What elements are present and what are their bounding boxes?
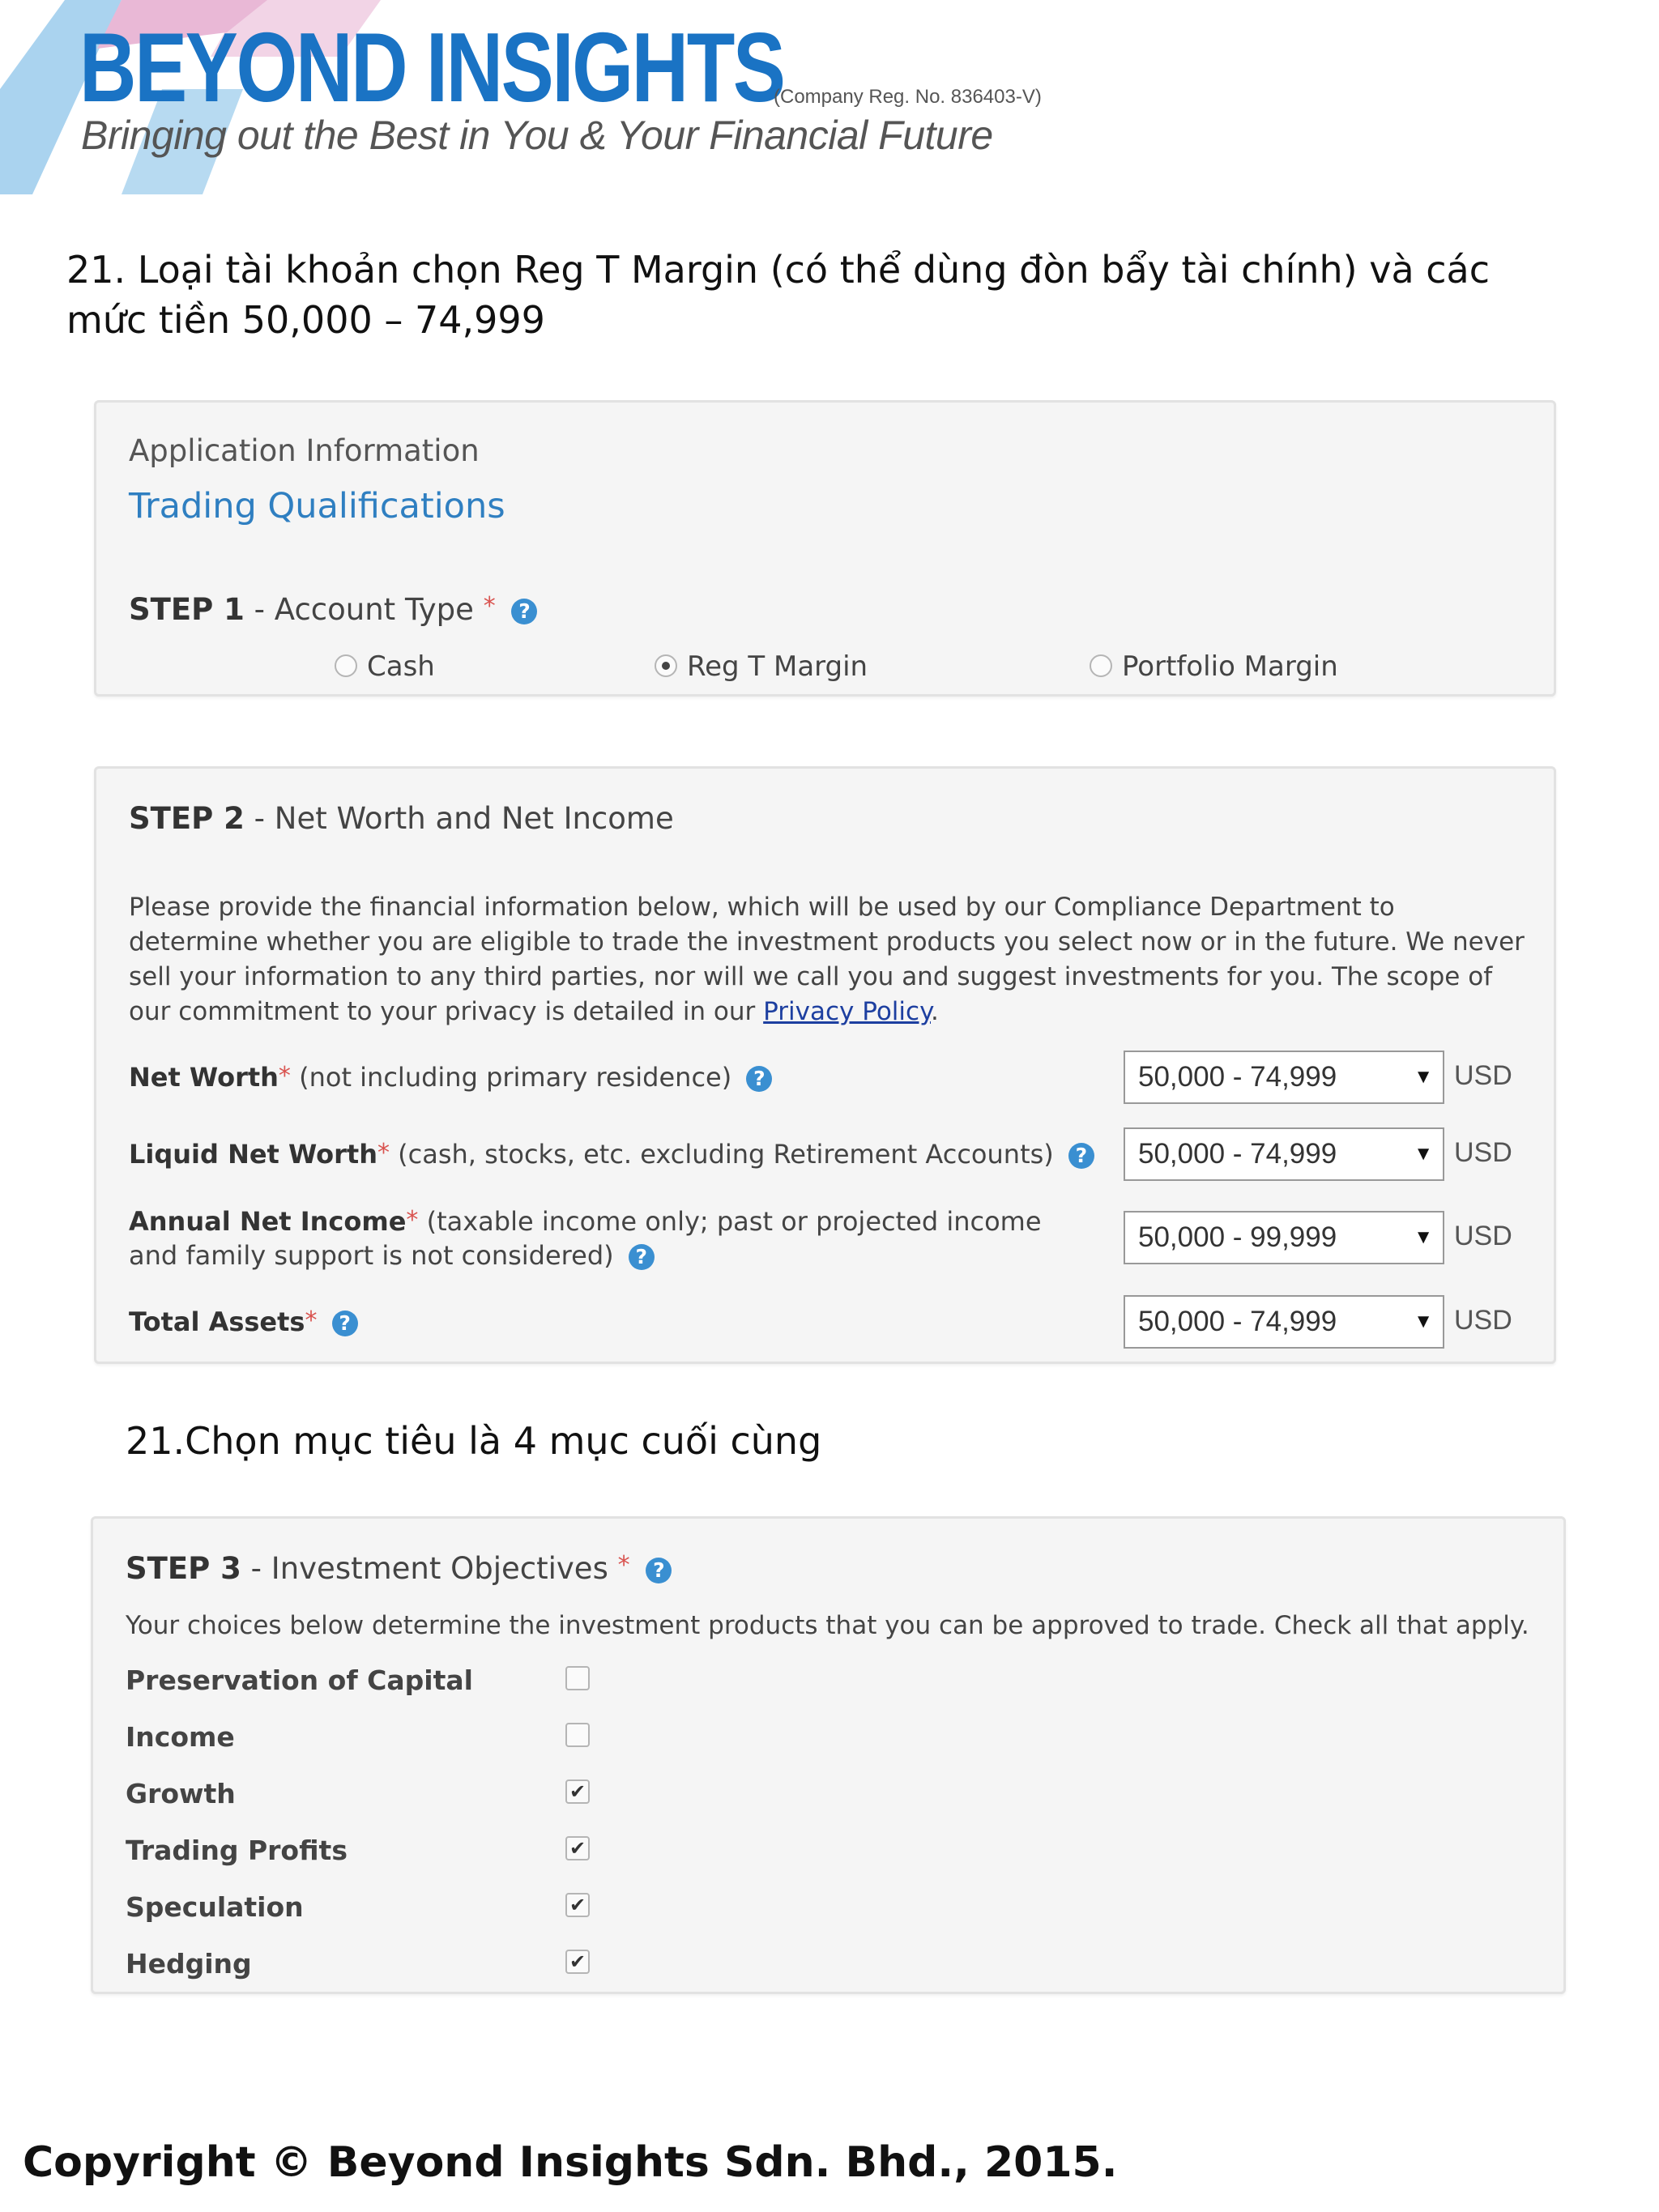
dropdown-arrow-icon: ▼ [1414, 1066, 1433, 1088]
net-worth-label-row [129, 1062, 772, 1093]
field-note: (taxable income only; past or projected income [426, 1206, 1042, 1237]
required-marker: * [406, 1206, 419, 1234]
select-value: 50,000 - 99,999 [1138, 1221, 1337, 1253]
annual-net-income-note-row [129, 1240, 655, 1271]
step1-label: STEP 1 [129, 592, 245, 627]
instruction-objectives: 21.Chọn mục tiêu là 4 mục cuối cùng [126, 1419, 822, 1463]
step2-title: Net Worth and Net Income [274, 801, 674, 836]
step-separator: - [254, 592, 275, 627]
section-heading: Application Information [129, 433, 480, 468]
net-worth-select[interactable] [1124, 1051, 1444, 1104]
liquid-net-worth-label-row [129, 1139, 1094, 1170]
account-type-panel [94, 400, 1556, 697]
checkmark-icon: ✔ [569, 1950, 586, 1973]
checkmark-icon: ✔ [569, 1837, 586, 1860]
step3-heading [126, 1551, 672, 1586]
field-label: Net Worth [129, 1062, 279, 1093]
step3-label: STEP 3 [126, 1551, 241, 1586]
dropdown-arrow-icon: ▼ [1414, 1226, 1433, 1248]
objective-checkbox-growth[interactable] [565, 1779, 590, 1804]
radio-label: Cash [367, 650, 435, 683]
select-value: 50,000 - 74,999 [1138, 1306, 1337, 1337]
instruction-account-type: 21. Loại tài khoản chọn Reg T Margin (có thể dùng đòn bẩy tài chính) và các mức tiền 50,000 – 74,999 [66, 248, 1491, 342]
required-marker: * [377, 1139, 390, 1167]
radio-option-portfolio-margin[interactable] [1090, 650, 1338, 683]
currency-label: USD [1454, 1221, 1512, 1251]
help-icon[interactable]: ? [1068, 1143, 1094, 1169]
step3-title: Investment Objectives [271, 1551, 608, 1586]
step-separator: - [254, 801, 275, 836]
financial-info-description [129, 890, 1530, 1029]
period: . [931, 997, 939, 1026]
step2-heading [129, 801, 674, 836]
objective-checkbox-income[interactable] [565, 1723, 590, 1747]
copyright-footer: Copyright © Beyond Insights Sdn. Bhd., 2015. [23, 2138, 1118, 2187]
select-value: 50,000 - 74,999 [1138, 1061, 1337, 1093]
objective-checkbox-preservation[interactable] [565, 1666, 590, 1690]
help-icon[interactable]: ? [746, 1066, 772, 1092]
net-worth-panel [94, 766, 1556, 1364]
step-separator: - [250, 1551, 271, 1586]
checkmark-icon: ✔ [569, 1894, 586, 1916]
total-assets-select[interactable] [1124, 1295, 1444, 1349]
investment-objectives-panel [91, 1516, 1566, 1994]
help-icon[interactable]: ? [629, 1244, 655, 1270]
field-note: (not including primary residence) [299, 1062, 732, 1093]
objective-label: Preservation of Capital [126, 1664, 473, 1696]
radio-button[interactable] [335, 654, 357, 677]
required-marker: * [617, 1551, 630, 1579]
dropdown-arrow-icon: ▼ [1414, 1311, 1433, 1332]
liquid-net-worth-select[interactable] [1124, 1127, 1444, 1181]
required-marker: * [483, 592, 496, 620]
annual-net-income-select[interactable] [1124, 1211, 1444, 1264]
required-marker: * [278, 1062, 291, 1090]
checkmark-icon: ✔ [569, 1780, 586, 1803]
select-value: 50,000 - 74,999 [1138, 1138, 1337, 1170]
radio-button-selected[interactable] [655, 654, 677, 677]
company-reg-number: (Company Reg. No. 836403-V) [774, 86, 1042, 108]
objective-checkbox-trading-profits[interactable] [565, 1836, 590, 1860]
help-icon[interactable]: ? [511, 599, 537, 624]
currency-label: USD [1454, 1137, 1512, 1168]
step1-heading [129, 592, 537, 627]
description-text: Please provide the financial information below, which will be used by our Compliance Department to determine whether you are eligible to trade the investment products you select now or in the future. We never sell your information to any third parties, nor will we call you and suggest investments for you. The scope of our commitment to your privacy is detailed in our [129, 893, 1525, 1026]
help-icon[interactable]: ? [332, 1311, 358, 1336]
objectives-description: Your choices below determine the investment products that you can be approved to trade. Check all that apply. [126, 1611, 1529, 1640]
total-assets-label-row [129, 1306, 358, 1337]
radio-label: Reg T Margin [687, 650, 868, 683]
field-note: and family support is not considered) [129, 1240, 614, 1271]
radio-option-reg-t-margin[interactable] [655, 650, 868, 683]
objective-label: Hedging [126, 1948, 252, 1980]
radio-option-cash[interactable] [335, 650, 435, 683]
objective-label: Income [126, 1721, 235, 1753]
objective-checkbox-speculation[interactable] [565, 1893, 590, 1917]
field-label: Annual Net Income [129, 1206, 407, 1237]
dropdown-arrow-icon: ▼ [1414, 1143, 1433, 1165]
required-marker: * [305, 1306, 318, 1335]
currency-label: USD [1454, 1060, 1512, 1091]
step1-title: Account Type [274, 592, 474, 627]
step2-label: STEP 2 [129, 801, 245, 836]
currency-label: USD [1454, 1305, 1512, 1336]
help-icon[interactable]: ? [646, 1558, 672, 1583]
field-label: Liquid Net Worth [129, 1139, 377, 1170]
page-subtitle: Trading Qualifications [129, 486, 505, 526]
logo-tagline: Bringing out the Best in You & Your Financial Future [81, 113, 993, 158]
objective-checkbox-hedging[interactable] [565, 1950, 590, 1974]
field-label: Total Assets [129, 1306, 305, 1337]
objective-label: Growth [126, 1778, 236, 1809]
radio-button[interactable] [1090, 654, 1112, 677]
field-note: (cash, stocks, etc. excluding Retirement Accounts) [398, 1139, 1054, 1170]
annual-net-income-label-row [129, 1206, 1042, 1237]
objective-label: Trading Profits [126, 1835, 348, 1866]
objective-label: Speculation [126, 1891, 304, 1923]
logo-title: BEYOND INSIGHTS [79, 12, 784, 122]
privacy-policy-link[interactable]: Privacy Policy [763, 997, 931, 1026]
radio-label: Portfolio Margin [1122, 650, 1338, 683]
